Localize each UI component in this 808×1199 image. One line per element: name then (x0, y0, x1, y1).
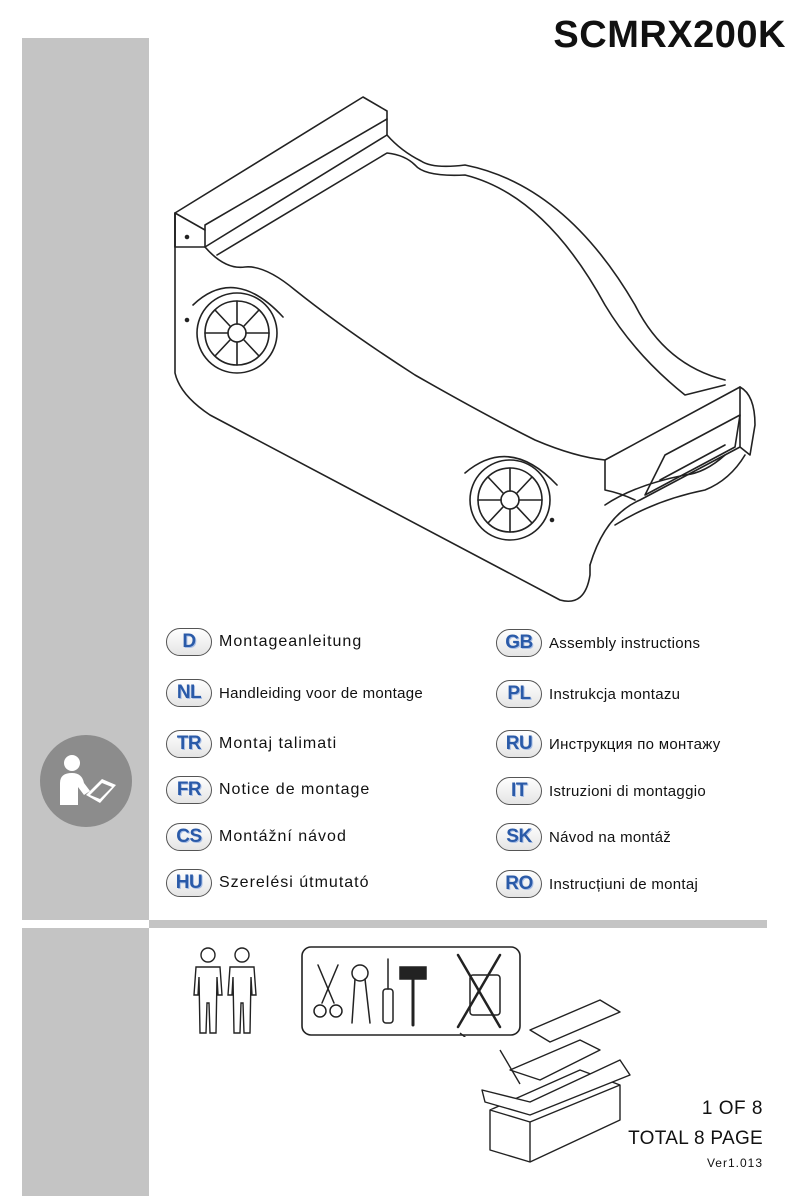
document-version: Ver1.013 (706, 1156, 763, 1170)
lang-row-pl (496, 679, 680, 709)
lang-label-nl: Handleiding voor de montage (219, 684, 424, 702)
lang-badge-ru: RU (496, 730, 542, 758)
page-number: 1 OF 8 (701, 1098, 763, 1119)
lang-label-tr: Montaj talimati (219, 735, 338, 752)
lang-row-it (496, 776, 706, 806)
lang-badge-d: D (166, 628, 212, 656)
lang-row-fr (166, 775, 370, 805)
lang-badge-hu: HU (166, 869, 212, 897)
lang-badge-it: IT (496, 777, 542, 805)
lang-badge-fr: FR (166, 776, 212, 804)
lang-badge-sk: SK (496, 823, 542, 851)
lang-badge-tr: TR (166, 730, 212, 758)
lang-label-gb: Assembly instructions (549, 634, 701, 652)
page-total: TOTAL 8 PAGE (628, 1128, 763, 1149)
lang-label-it: Istruzioni di montaggio (549, 782, 706, 800)
lang-row-tr (166, 729, 337, 759)
lang-row-gb (496, 628, 700, 658)
lang-row-cs (166, 822, 347, 852)
page-info (628, 1098, 763, 1170)
lang-label-pl: Instrukcja montazu (549, 685, 681, 703)
lang-badge-ro: RO (496, 870, 542, 898)
lang-badge-gb: GB (496, 629, 542, 657)
lang-row-ru (496, 729, 721, 759)
lang-row-sk (496, 822, 671, 852)
lang-label-hu: Szerelési útmutató (219, 874, 370, 891)
lang-row-d (166, 627, 362, 657)
lang-row-ro (496, 869, 698, 899)
lang-badge-nl: NL (166, 679, 212, 707)
lang-label-d: Montageanleitung (219, 633, 363, 650)
lang-label-sk: Návod na montáž (549, 828, 672, 846)
car-bed-illustration (165, 95, 765, 605)
lang-badge-pl: PL (496, 680, 542, 708)
lang-row-hu (166, 868, 370, 898)
two-persons-icon (188, 945, 268, 1035)
lang-label-cs: Montážní návod (219, 828, 347, 845)
model-number-title: SCMRX200K (553, 14, 786, 56)
gray-sidebar-band-bottom (22, 928, 149, 1196)
read-manual-icon (38, 733, 134, 829)
lang-label-ru: Инструкция по монтажу (549, 735, 721, 753)
section-divider (149, 920, 767, 928)
lang-label-ro: Instrucțiuni de montaj (549, 875, 699, 893)
lang-label-fr: Notice de montage (219, 781, 371, 798)
lang-badge-cs: CS (166, 823, 212, 851)
toolbox-icon (470, 990, 650, 1165)
lang-row-nl (166, 678, 423, 708)
